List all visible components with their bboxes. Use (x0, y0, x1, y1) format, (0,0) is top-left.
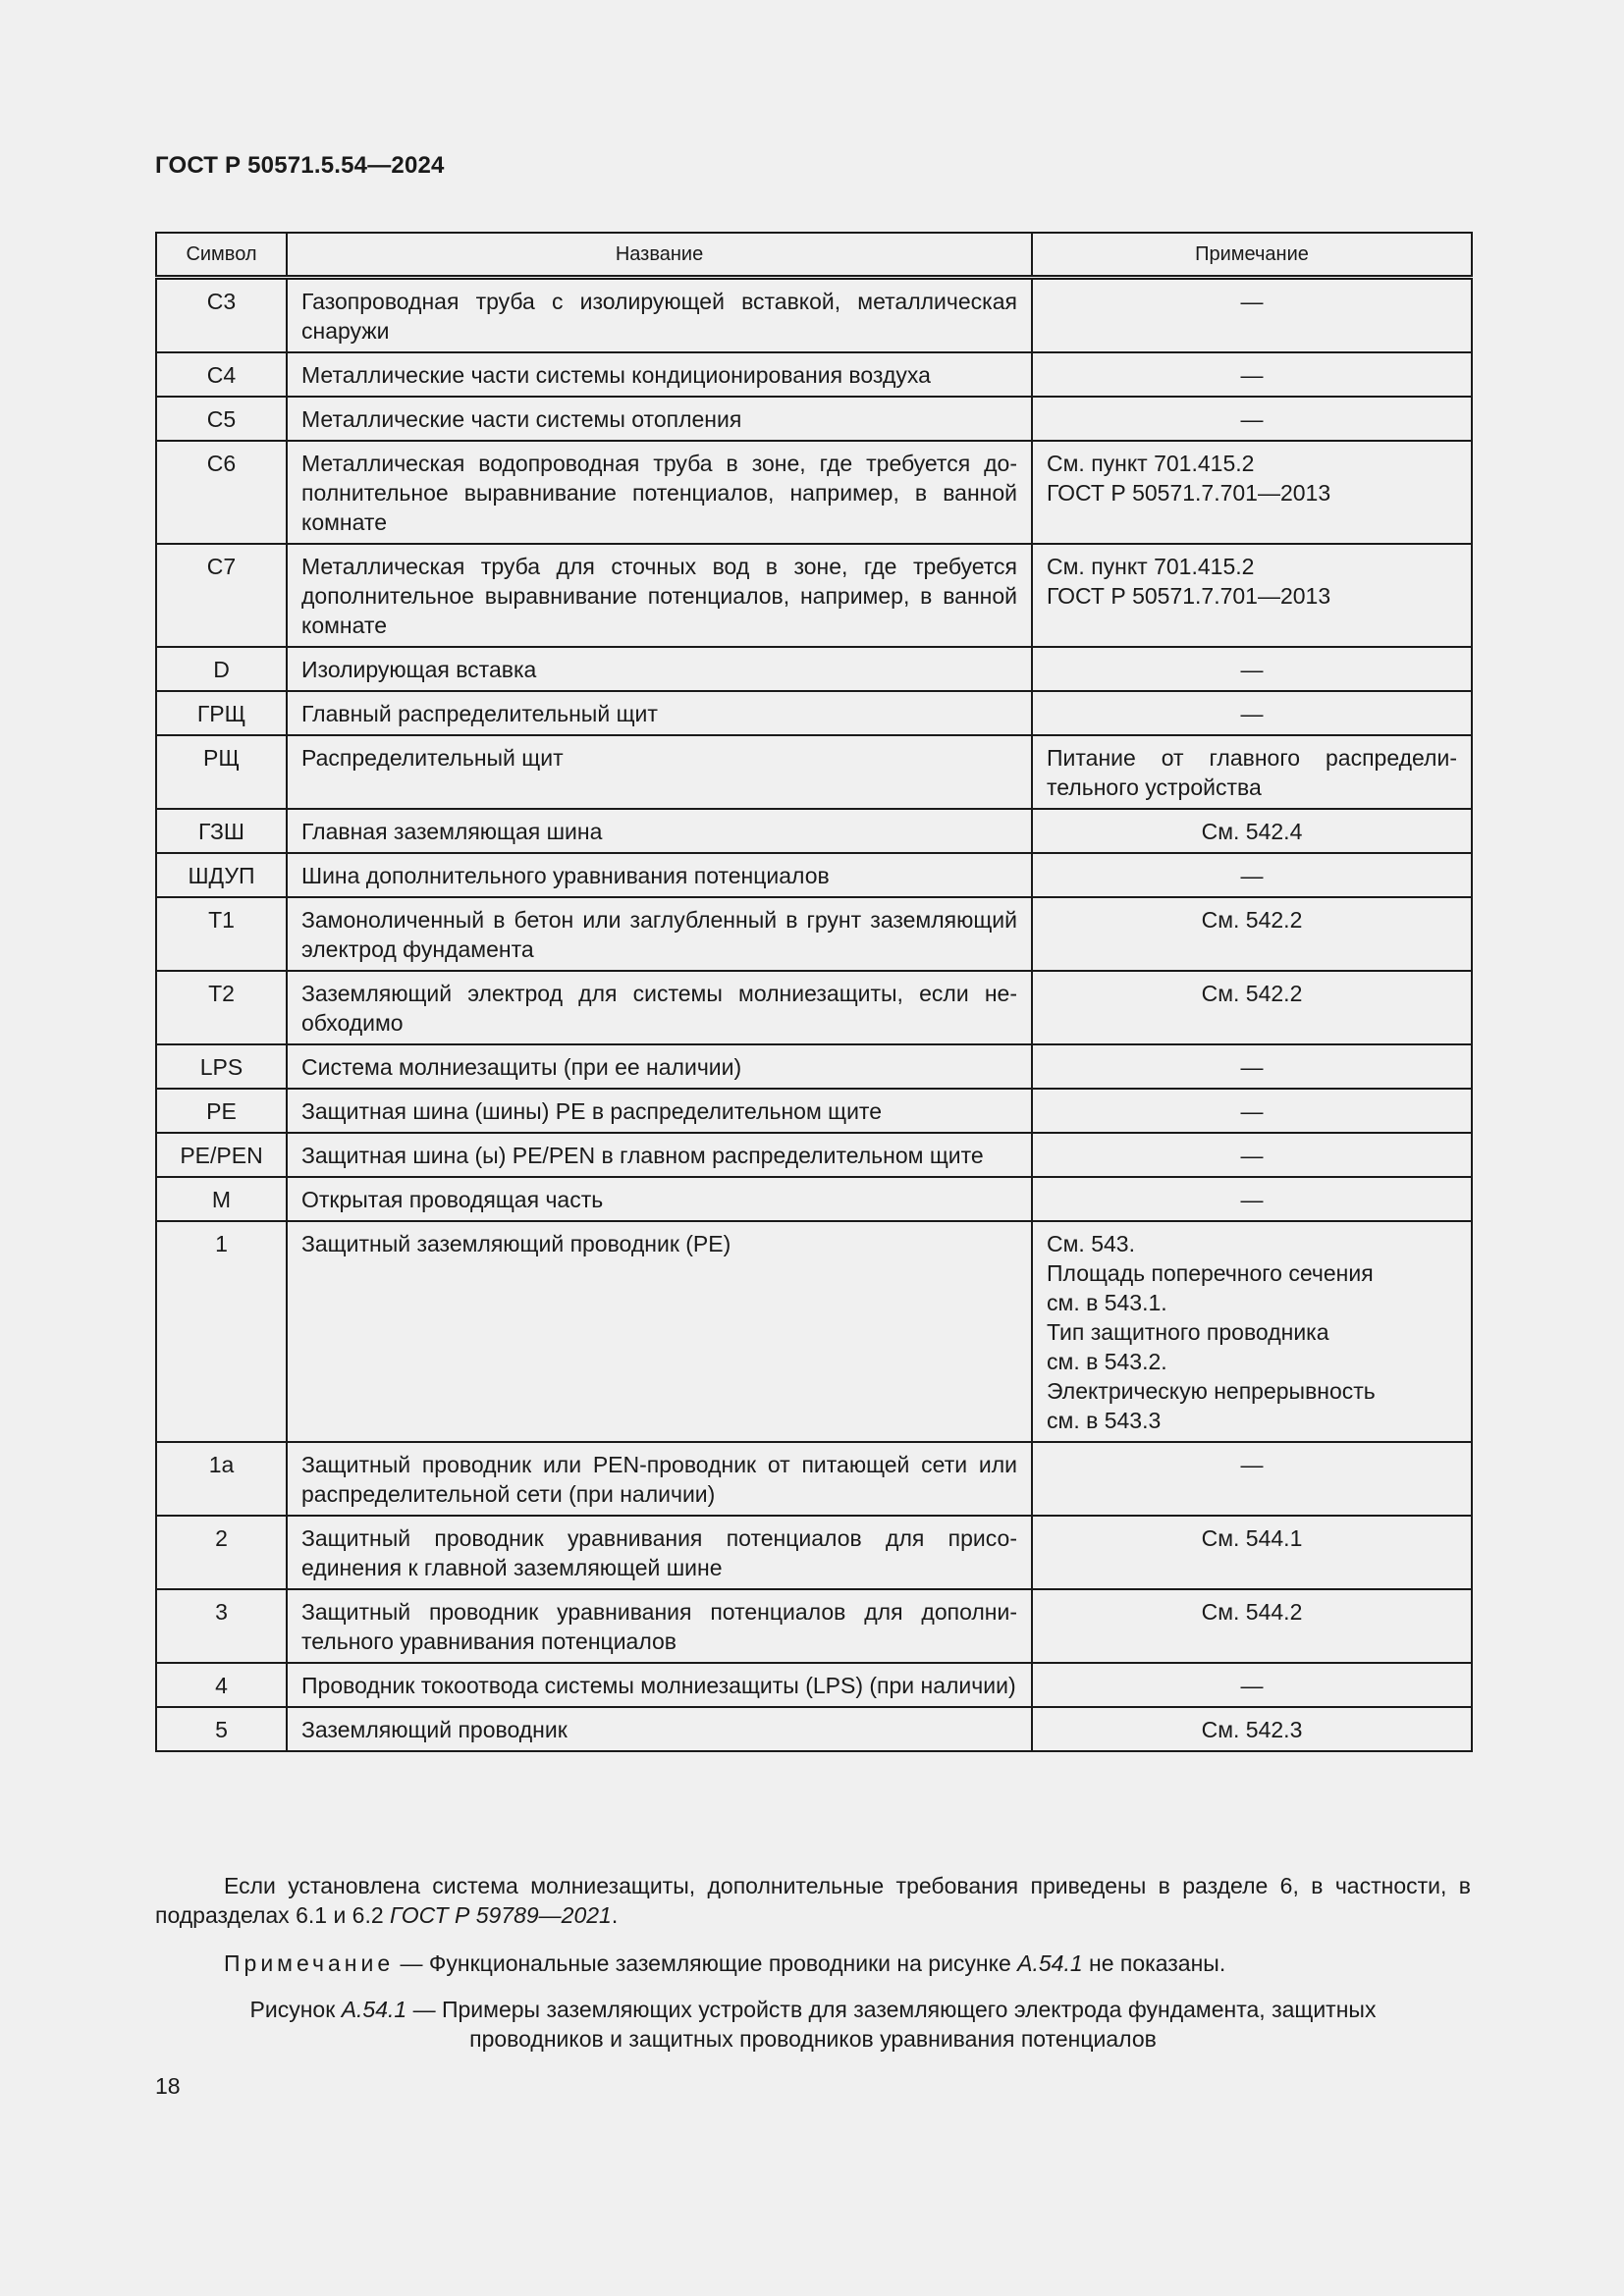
column-header-name: Название (287, 233, 1032, 278)
symbol-cell: ГЗШ (156, 809, 287, 853)
paragraph-text: Если установлена система молниезащиты, дополнительные требования приведены в разделе 6, в частности, в подразделах 6.1 и 6.2 (155, 1873, 1471, 1928)
symbol-cell: C6 (156, 441, 287, 544)
name-cell: Защитный проводник или PEN-проводник от питающей сети или распределительной сети (при наличии) (287, 1442, 1032, 1516)
name-cell: Проводник токоотвода системы молниезащиты (LPS) (при наличии) (287, 1663, 1032, 1707)
table-row (156, 809, 1472, 853)
table-row (156, 278, 1472, 353)
name-cell: Система молниезащиты (при ее наличии) (287, 1044, 1032, 1089)
note-label: Примечание (224, 1950, 395, 1976)
note-cell: — (1032, 1177, 1472, 1221)
table-row (156, 897, 1472, 971)
symbol-cell: PE/PEN (156, 1133, 287, 1177)
table-row (156, 1221, 1472, 1442)
symbol-cell: D (156, 647, 287, 691)
symbol-cell: M (156, 1177, 287, 1221)
lightning-protection-paragraph (155, 1871, 1471, 1930)
name-cell: Открытая проводящая часть (287, 1177, 1032, 1221)
name-cell: Главная заземляющая шина (287, 809, 1032, 853)
paragraph-end: . (611, 1902, 619, 1928)
symbol-cell: C7 (156, 544, 287, 647)
note-cell: См. 542.4 (1032, 809, 1472, 853)
name-cell: Защитная шина (шины) PE в распределительном щите (287, 1089, 1032, 1133)
note-cell: См. 542.3 (1032, 1707, 1472, 1751)
page-number: 18 (155, 2073, 181, 2099)
table-row (156, 1442, 1472, 1516)
figure-caption (155, 1995, 1471, 2054)
symbol-legend-table (155, 232, 1473, 1752)
table-row (156, 1044, 1472, 1089)
name-cell: Заземляющий электрод для системы молниезащиты, если необходимо (287, 971, 1032, 1044)
note-cell: — (1032, 397, 1472, 441)
note-figure-reference: А.54.1 (1017, 1950, 1083, 1976)
note-cell: См. пункт 701.415.2 ГОСТ Р 50571.7.701—2013 (1032, 441, 1472, 544)
note-cell: — (1032, 1442, 1472, 1516)
table-row (156, 971, 1472, 1044)
note-cell: См. 544.2 (1032, 1589, 1472, 1663)
name-cell: Защитный заземляющий проводник (PE) (287, 1221, 1032, 1442)
note-cell: — (1032, 278, 1472, 353)
symbol-cell: C5 (156, 397, 287, 441)
table-row (156, 853, 1472, 897)
table-row (156, 1707, 1472, 1751)
note-cell: — (1032, 691, 1472, 735)
symbol-cell: C3 (156, 278, 287, 353)
symbol-cell: 2 (156, 1516, 287, 1589)
symbol-cell: LPS (156, 1044, 287, 1089)
name-cell: Металлическая труба для сточных вод в зоне, где требуется дополнительное выравнивание потенциалов, например, в ванной комнате (287, 544, 1032, 647)
note-cell: — (1032, 853, 1472, 897)
table-row (156, 397, 1472, 441)
name-cell: Замоноличенный в бетон или заглубленный в грунт заземляющий электрод фундамента (287, 897, 1032, 971)
symbol-cell: T2 (156, 971, 287, 1044)
name-cell: Защитный проводник уравнивания потенциалов для дополнительного уравнивания потенциалов (287, 1589, 1032, 1663)
standard-reference: ГОСТ Р 59789—2021 (390, 1902, 612, 1928)
symbol-cell: 4 (156, 1663, 287, 1707)
note-cell: См. 542.2 (1032, 971, 1472, 1044)
symbol-cell: РЩ (156, 735, 287, 809)
name-cell: Главный распределительный щит (287, 691, 1032, 735)
name-cell: Заземляющий проводник (287, 1707, 1032, 1751)
symbol-cell: T1 (156, 897, 287, 971)
table-row (156, 1089, 1472, 1133)
name-cell: Металлическая водопроводная труба в зоне, где требуется дополнительное выравнивание потенциалов, например, в ванной комнате (287, 441, 1032, 544)
caption-figure-reference: А.54.1 (341, 1997, 407, 2022)
note-cell: — (1032, 647, 1472, 691)
table-header-row (156, 233, 1472, 278)
figure-note (155, 1949, 1471, 1978)
name-cell: Распределительный щит (287, 735, 1032, 809)
note-end: не показаны. (1082, 1950, 1226, 1976)
table-row (156, 735, 1472, 809)
name-cell: Защитная шина (ы) PE/PEN в главном распределительном щите (287, 1133, 1032, 1177)
symbol-cell: ШДУП (156, 853, 287, 897)
symbol-cell: 1 (156, 1221, 287, 1442)
note-cell: См. 544.1 (1032, 1516, 1472, 1589)
table-row (156, 1516, 1472, 1589)
note-cell: — (1032, 1089, 1472, 1133)
name-cell: Изолирующая вставка (287, 647, 1032, 691)
table-row (156, 544, 1472, 647)
caption-prefix: Рисунок (249, 1997, 342, 2022)
column-header-note: Примечание (1032, 233, 1472, 278)
document-header: ГОСТ Р 50571.5.54—2024 (155, 152, 445, 179)
table-row (156, 441, 1472, 544)
note-cell: См. пункт 701.415.2 ГОСТ Р 50571.7.701—2013 (1032, 544, 1472, 647)
name-cell: Шина дополнительного уравнивания потенциалов (287, 853, 1032, 897)
symbol-cell: PE (156, 1089, 287, 1133)
note-cell: — (1032, 352, 1472, 397)
note-cell: — (1032, 1663, 1472, 1707)
note-cell: — (1032, 1133, 1472, 1177)
symbol-cell: ГРЩ (156, 691, 287, 735)
table-row (156, 1133, 1472, 1177)
note-cell: — (1032, 1044, 1472, 1089)
note-cell: Питание от главного распределительного устройства (1032, 735, 1472, 809)
symbol-cell: 1a (156, 1442, 287, 1516)
table-row (156, 1663, 1472, 1707)
table-row (156, 352, 1472, 397)
name-cell: Металлические части системы кондиционирования воздуха (287, 352, 1032, 397)
symbol-cell: C4 (156, 352, 287, 397)
table-row (156, 691, 1472, 735)
caption-text: — Примеры заземляющих устройств для заземляющего электрода фундамента, защитных проводников и защитных проводников уравнивания потенциалов (406, 1997, 1377, 2052)
symbol-cell: 3 (156, 1589, 287, 1663)
note-cell: См. 542.2 (1032, 897, 1472, 971)
table-row (156, 1177, 1472, 1221)
note-cell: См. 543. Площадь поперечного сечения см. в 543.1. Тип защитного проводника см. в 543.2. Электрическую непрерывность см. в 543.3 (1032, 1221, 1472, 1442)
name-cell: Металлические части системы отопления (287, 397, 1032, 441)
note-text: — Функциональные заземляющие проводники на рисунке (394, 1950, 1018, 1976)
symbol-cell: 5 (156, 1707, 287, 1751)
table-row (156, 647, 1472, 691)
name-cell: Защитный проводник уравнивания потенциалов для присоединения к главной заземляющей шине (287, 1516, 1032, 1589)
column-header-symbol: Символ (156, 233, 287, 278)
name-cell: Газопроводная труба с изолирующей вставкой, металлическая снаружи (287, 278, 1032, 353)
table-row (156, 1589, 1472, 1663)
